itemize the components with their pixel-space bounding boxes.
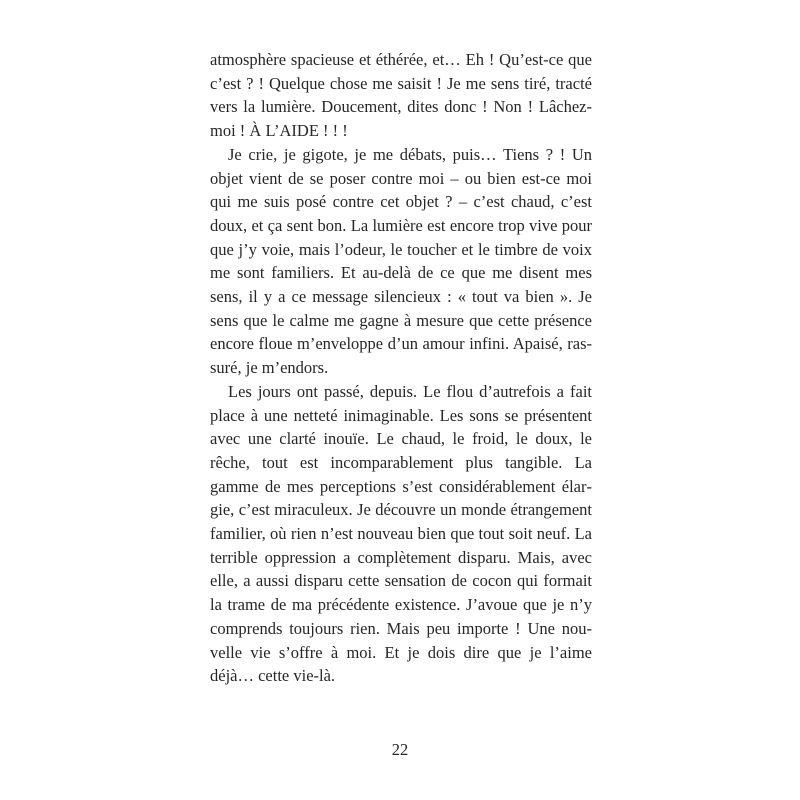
page-number: 22 [391,740,409,759]
body-text [210,48,592,688]
paragraph-3: Les jours ont passé, depuis. Le flou d’autrefois a fait place à une netteté inimaginable. Les sons se présentent avec une clarté inouïe. Le chaud, le froid, le doux, le rêche, tout est incomparablement plus tangible. La gamme de mes perceptions s’est considérablement élargie, c’est miraculeux. Je découvre un monde étrangement familier, où rien n’est nouveau bien que tout soit neuf. La terrible oppression a complètement disparu. Mais, avec elle, a aussi disparu cette sensation de cocon qui formait la trame de ma précédente existence. J’avoue que je n’y comprends toujours rien. Mais peu importe ! Une nouvelle vie s’offre à moi. Et je dois dire que je l’aime déjà… cette vie-là. [210,381,592,686]
paragraph-2: Je crie, je gigote, je me débats, puis… Tiens ? ! Un objet vient de se poser contre moi – ou bien est-ce moi qui me suis posé contre cet objet ? – c’est chaud, c’est doux, et ça sent bon. La lumière est encore trop vive pour que j’y voie, mais l’odeur, le toucher et le timbre de voix me sont familiers. Et au-delà de ce que me disent mes sens, il y a ce message silencieux : « tout va bien ». Je sens que le calme me gagne à mesure que cette présence encore floue m’enveloppe d’un amour infini. Apaisé, rassuré, je m’endors. [210,144,592,378]
paragraph-1: atmosphère spacieuse et éthérée, et… Eh ! Qu’est-ce que c’est ? ! Quelque chose me saisit ! Je me sens tiré, tracté vers la lumière. Doucement, dites donc ! Non ! Lâchez-moi ! À L’AIDE ! ! ! [210,50,592,141]
